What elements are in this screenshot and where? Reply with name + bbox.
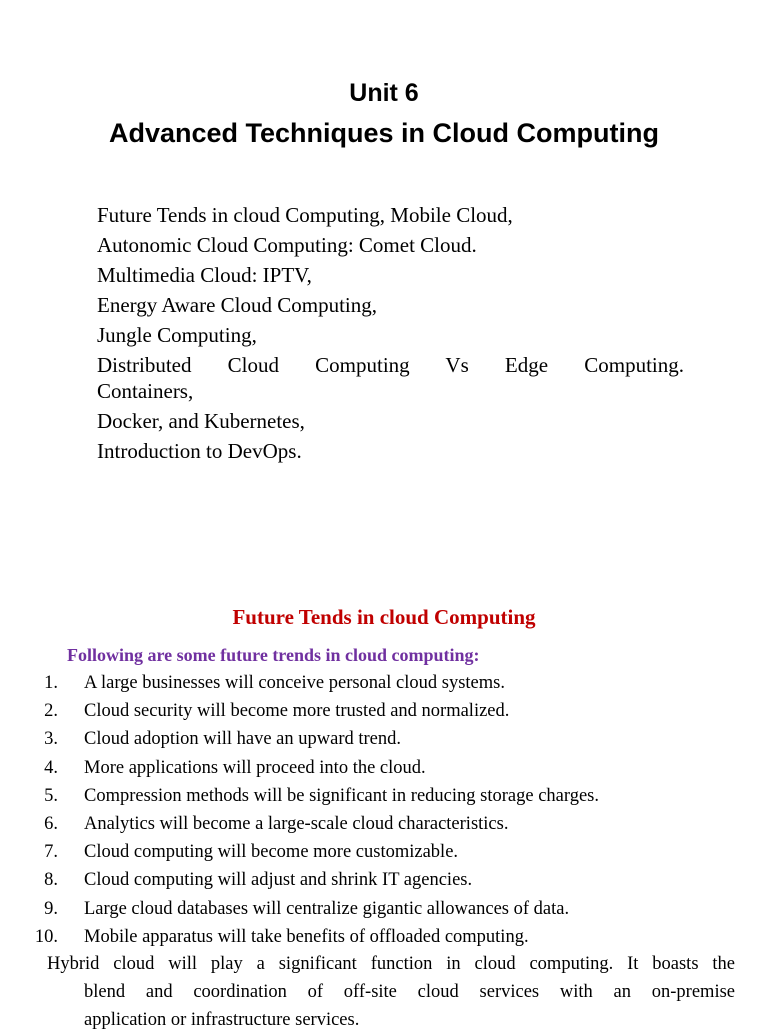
list-number: 2. [44,701,58,722]
paragraph-line: Hybrid cloud will play a significant function in cloud computing. It boasts the [47,954,735,974]
list-text: Large cloud databases will centralize gigantic allowances of data. [84,898,570,919]
topic-item: Distributed Cloud Computing Vs Edge Computing. [97,353,684,377]
list-item [0,923,768,951]
topic-item: Autonomic Cloud Computing: Comet Cloud. [97,233,477,257]
list-item [0,866,768,894]
list-number: 4. [44,757,58,778]
list-number: 10. [34,926,58,947]
topic-item: Future Tends in cloud Computing, Mobile Cloud, [97,203,513,227]
list-number: 7. [44,842,58,863]
list-item [0,895,768,923]
list-text: Mobile apparatus will take benefits of offloaded computing. [84,926,529,947]
trend-list [0,669,768,951]
section-heading: Future Tends in cloud Computing [232,605,536,629]
list-item [0,725,768,753]
list-number: 1. [44,673,58,693]
list-item [0,838,768,866]
topic-item-wrapped [97,352,684,404]
topic-item: Energy Aware Cloud Computing, [97,293,377,317]
topic-item: Multimedia Cloud: IPTV, [97,263,312,287]
list-text: Cloud security will become more trusted and normalized. [84,701,510,722]
section-intro: Following are some future trends in cloud computing: [67,645,480,665]
paragraph-line: blend and coordination of off-site cloud services with an on-premise [84,982,735,1003]
list-text: More applications will proceed into the cloud. [84,757,426,778]
list-number: 5. [44,785,58,806]
topic-item: Docker, and Kubernetes, [97,409,305,433]
paragraph-line: application or infrastructure services. [84,1010,360,1031]
list-text: Cloud computing will adjust and shrink IT agencies. [84,870,473,891]
list-text: A large businesses will conceive personal cloud systems. [84,673,505,693]
topic-list [97,200,684,466]
topic-item: Jungle Computing, [97,323,257,347]
topic-item: Introduction to DevOps. [97,439,302,463]
list-text: Cloud adoption will have an upward trend. [84,729,402,750]
list-item [0,782,768,810]
topic-item: Containers, [97,379,194,403]
list-item [0,669,768,697]
list-text: Compression methods will be significant in reducing storage charges. [84,785,599,806]
list-number: 6. [44,813,58,834]
list-number: 3. [44,729,58,750]
list-number: 8. [44,870,58,891]
list-text: Cloud computing will become more customizable. [84,842,459,863]
unit-number: Unit 6 [349,79,419,107]
list-item [0,754,768,782]
list-text: Analytics will become a large-scale cloud characteristics. [84,813,509,834]
hybrid-cloud-paragraph [47,950,735,1035]
list-number: 9. [44,898,58,919]
page-title: Advanced Techniques in Cloud Computing [108,118,659,148]
list-item [0,697,768,725]
list-item [0,810,768,838]
